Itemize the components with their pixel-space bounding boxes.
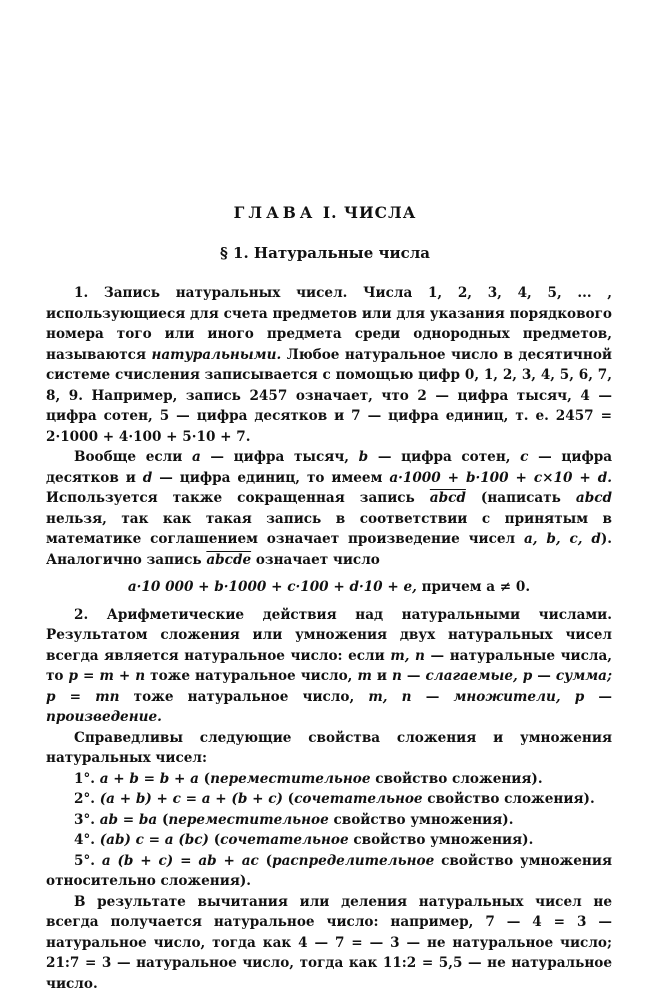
item2-heading: 2. Арифметические действия над натуральными числами. [74,606,612,623]
text: — цифра десятков и [46,449,613,486]
text: и [371,668,392,684]
property-formula: (a + b) + c = a + (b + c) [95,791,283,807]
text: тоже натуральное число, [145,668,358,684]
var: m [357,668,372,684]
formula-product: p = mn [46,688,120,705]
property-formula: a + b = b + a [95,770,199,787]
text: — цифра единиц, то имеем [152,469,390,486]
chapter-title [0,203,650,222]
item1-text-rest: Любое натуральное число в десятичной системе счисления записывается с помощью цифр 0, 1, 2, 3, 4, 5, 6, 7, 8, 9. Например, запись 2457 означает, что 2 — цифра тысяч, 4 — цифра сотен, 5 — цифра десятков и 7 — цифра единиц, т. е. 2457 = 2·1000 + 4·100 + 5·10 + 7. [46,346,612,445]
property-term: переместительное [210,770,371,787]
vars: a, b, c, d [523,531,601,547]
paragraph-digits [46,447,612,570]
display-formula [46,577,612,598]
property-term: распределительное [272,852,435,869]
overlined-abcde: abcde [206,551,252,568]
item1-text: Числа 1, 2, 3, 4, 5, ... , использующиеся для счета предметов или для указания порядкового номера того или иного предмета среди однородных предметов, называются [46,285,612,363]
property-term: сочетательное [220,832,349,848]
term-sum: сумма; [555,668,612,684]
property-5 [46,851,612,892]
text: ( [157,811,169,828]
text: (написать [465,490,576,506]
paragraph-item1 [46,283,612,447]
abcd-plain: abcd [575,490,612,506]
body-text [46,283,612,994]
term-addends: слагаемые, [425,668,518,684]
property-term: переместительное [168,811,329,828]
text: Результатом сложения или умножения двух натуральных чисел всегда является натуральное число: если [46,627,612,664]
formula-condition: причем a ≠ 0. [416,579,531,595]
text: — [532,668,556,684]
text: ( [282,791,295,807]
text: Используется также сокращенная запись [46,490,430,506]
var: b [358,449,369,465]
var: a [191,449,201,465]
text: означает число [251,551,380,568]
formula-inline: a·1000 + b·100 + c×10 + d. [389,469,612,486]
text: свойство умножения). [348,832,534,848]
text: Вообще если [74,449,192,465]
text: свойство сложения). [422,791,595,807]
text: свойство сложения). [370,770,543,787]
chapter-title-rest: I. ЧИСЛА [322,203,417,222]
text: ( [198,770,211,787]
text: — [411,688,454,705]
item1-heading: 1. Запись натуральных чисел. [74,285,348,301]
text: — [584,688,613,705]
term-natural: натуральными. [151,346,282,363]
var: m, n [368,688,412,705]
var: p [560,688,585,705]
property-3 [46,810,612,831]
formula: a·10 000 + b·1000 + c·100 + d·10 + e, [127,579,417,595]
text: — цифра сотен, [368,449,521,465]
formula-sum: p = m + n [68,668,146,684]
paragraph-item2 [46,605,612,728]
property-number: 1°. [74,770,95,787]
property-formula: (ab) c = a (bc) [95,832,209,848]
property-2 [46,789,612,810]
property-formula: a (b + c) = ab + ac [95,852,259,869]
property-number: 4°. [74,832,95,848]
term-product: произведение. [46,709,162,725]
var: c [520,449,529,465]
var: d [142,469,153,486]
text: свойство умножения относительно сложения). [46,852,612,889]
property-number: 3°. [74,811,95,828]
text: — цифра тысяч, [200,449,359,465]
section-title: § 1. Натуральные числа [219,244,430,262]
paragraph-subtraction-division: В результате вычитания или деления натуральных чисел не всегда получается натуральное число: например, 7 — 4 = 3 — натуральное число, тогда как 4 — 7 = — 3 — не натуральное число; 21:7 = 3 — натуральное число, тогда как 11:2 = 5,5 — не натуральное число. [46,893,612,992]
property-4 [46,830,612,851]
property-term: сочетательное [294,791,423,807]
paragraph-properties-intro: Справедливы следующие свойства сложения и умножения натуральных чисел: [46,729,612,766]
text: ( [208,832,221,848]
var: m, n [390,647,425,664]
property-number: 2°. [74,791,95,807]
property-formula: ab = ba [95,811,158,828]
var: n [391,668,402,684]
property-number: 5°. [74,852,95,869]
chapter-title-prefix: ГЛАВА [233,203,317,222]
var: p [517,668,533,684]
text: тоже натуральное число, [119,688,369,705]
overlined-abcd: abcd [429,490,466,506]
text: ). Аналогично запись [46,531,612,568]
text: — натуральные числа, то [46,647,612,684]
text: — [401,668,426,684]
text: нельзя, так как такая запись в соответствии с принятым в математике соглашением означает произведение чисел [46,510,612,547]
term-factors: множители, [453,688,561,705]
text: ( [258,852,273,869]
text: свойство умножения). [328,811,514,828]
property-1 [46,769,612,790]
